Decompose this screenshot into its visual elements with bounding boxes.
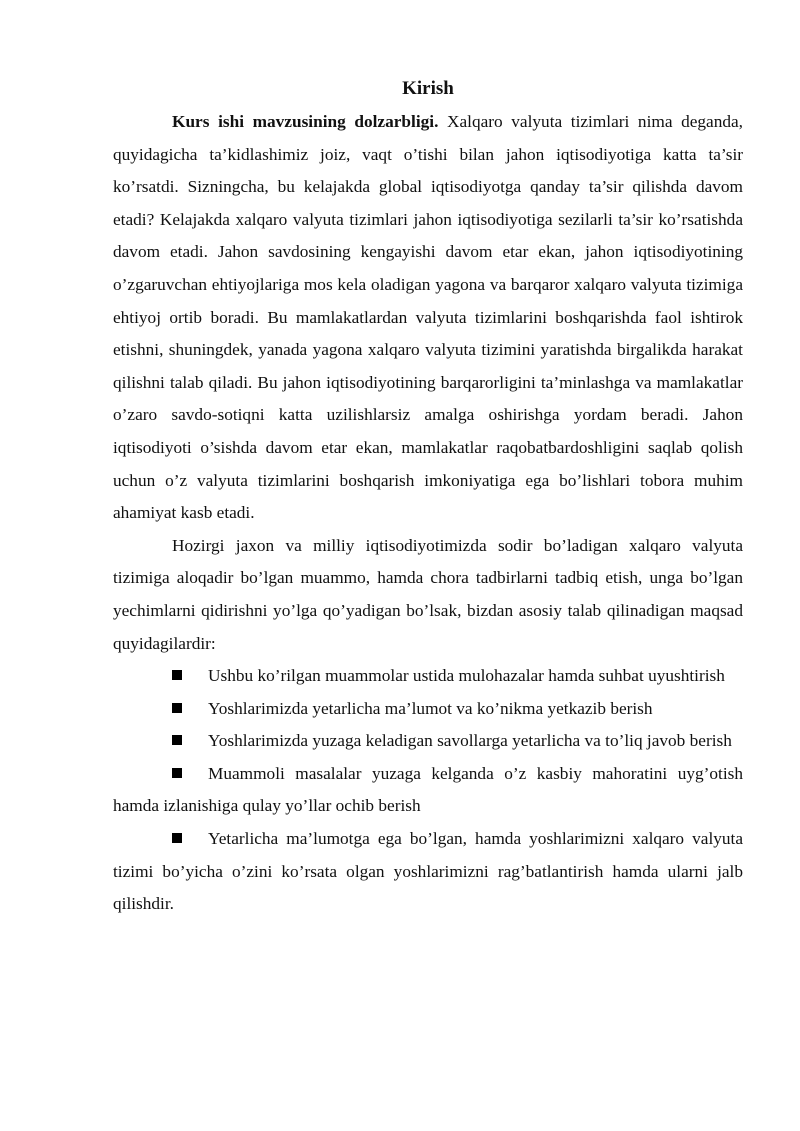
list-item bbox=[113, 725, 743, 758]
black-square-icon bbox=[172, 703, 182, 713]
list-item bbox=[113, 660, 743, 693]
list-item-text: Ushbu ko’rilgan muammolar ustida mulohazalar hamda suhbat uyushtirish bbox=[208, 666, 725, 686]
goals-list bbox=[113, 660, 743, 921]
list-item bbox=[113, 758, 743, 823]
second-paragraph: Hozirgi jaxon va milliy iqtisodiyotimizda sodir bo’ladigan xalqaro valyuta tizimiga aloqadir bo’lgan muammo, hamda chora tadbirlarni tadbiq etish, unga bo’lgan yechimlarni qidirishni yo’lga qo’yadigan bo’lsak, bizdan asosiy talab qilinadigan maqsad quyidagilardir: bbox=[113, 535, 743, 653]
list-item-text: Muammoli masalalar yuzaga kelganda o’z kasbiy mahoratini uyg’otish hamda izlanishiga qulay yo’llar ochib berish bbox=[113, 763, 743, 816]
black-square-icon bbox=[172, 768, 182, 778]
intro-lead: Kurs ishi mavzusining dolzarbligi. bbox=[172, 112, 439, 131]
intro-text: Xalqaro valyuta tizimlari nima deganda, quyidagicha ta’kidlashimiz joiz, vaqt o’tishi bilan jahon iqtisodiyotiga katta ta’sir ko’rsatdi. Sizningcha, bu kelajakda global iqtisodiyotga qanday ta’sir qilishda davom etadi? Kelajakda xalqaro valyuta tizimlari jahon iqtisodiyotiga sezilarli ta’sir ko’rsatishda davom etadi. Jahon savdosining kengayishi davom etar ekan, jahon iqtisodiyotining o’zgaruvchan ehtiyojlariga mos kela oladigan yagona va barqaror xalqaro valyuta tizimiga ehtiyoj ortib boradi. Bu mamlakatlardan valyuta tizimlarini boshqarishda faol ishtirok etishni, shuningdek, yanada yagona xalqaro valyuta tizimini yaratishda birgalikda harakat qilishni talab qiladi. Bu jahon iqtisodiyotining barqarorligini ta’minlashga va mamlakatlar o’zaro savdo-sotiqni katta uzilishlarsiz amalga oshirishga yordam beradi. Jahon iqtisodiyoti o’sishda davom etar ekan, mamlakatlar raqobatbardoshligini saqlab qolish uchun o’z valyuta tizimlarini boshqarish imkoniyatiga ega bo’lishlari tobora muhim ahamiyat kasb etadi. bbox=[113, 112, 743, 523]
intro-paragraph bbox=[113, 106, 743, 530]
list-item bbox=[113, 823, 743, 921]
black-square-icon bbox=[172, 833, 182, 843]
list-item-text: Yoshlarimizda yuzaga keladigan savollarga yetarlicha va to’liq javob berish bbox=[208, 731, 732, 751]
document-page bbox=[113, 74, 743, 921]
black-square-icon bbox=[172, 735, 182, 745]
list-item-text: Yetarlicha ma’lumotga ega bo’lgan, hamda yoshlarimizni xalqaro valyuta tizimi bo’yicha o’zini ko’rsata olgan yoshlarimizni rag’batlantirish hamda ularni jalb qilishdir. bbox=[113, 829, 743, 914]
black-square-icon bbox=[172, 670, 182, 680]
list-item bbox=[113, 693, 743, 726]
page-title: Kirish bbox=[402, 78, 454, 99]
list-item-text: Yoshlarimizda yetarlicha ma’lumot va ko’nikma yetkazib berish bbox=[208, 698, 653, 718]
